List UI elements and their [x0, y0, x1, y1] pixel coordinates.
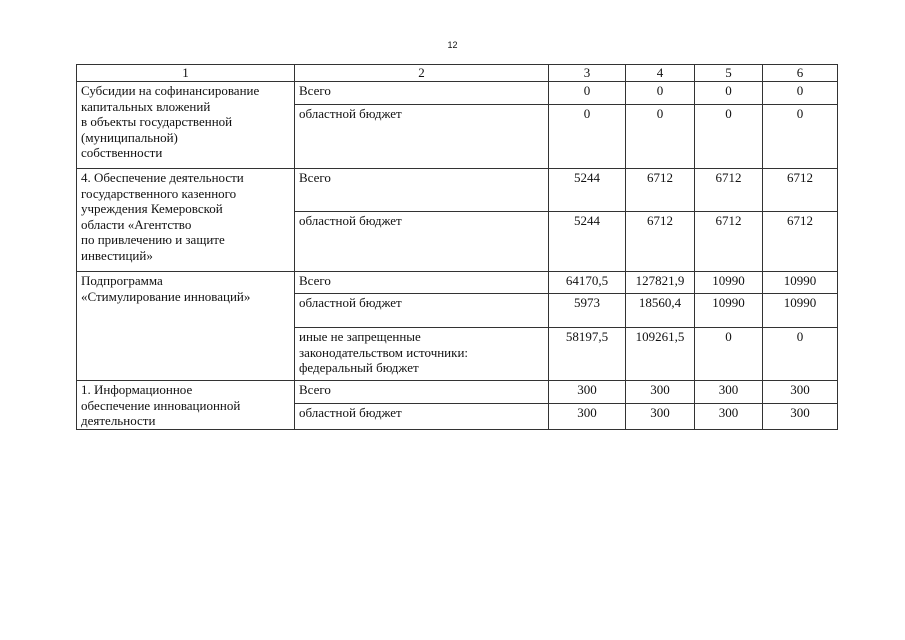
value-cell: 0 — [626, 82, 695, 105]
value-cell: 300 — [549, 381, 626, 404]
value-cell: 0 — [695, 328, 763, 381]
table-row — [77, 381, 838, 404]
funding-source-cell: Всего — [295, 82, 549, 105]
funding-source-cell: областной бюджет — [295, 294, 549, 328]
program-name-cell: Субсидии на софинансирование капитальных вложений в объекты государственной (муниципальной) собственности — [77, 82, 295, 169]
program-name-cell: 1. Информационное обеспечение инновационной деятельности — [77, 381, 295, 430]
table-row — [77, 82, 838, 105]
funding-source-cell: областной бюджет — [295, 212, 549, 272]
header-cell: 2 — [295, 65, 549, 82]
value-cell: 58197,5 — [549, 328, 626, 381]
value-cell: 0 — [549, 82, 626, 105]
table-header-row — [77, 65, 838, 82]
program-name-cell: Подпрограмма «Стимулирование инноваций» — [77, 272, 295, 381]
value-cell: 6712 — [763, 169, 838, 212]
value-cell: 0 — [763, 82, 838, 105]
value-cell: 0 — [695, 105, 763, 169]
funding-source-cell: областной бюджет — [295, 105, 549, 169]
table-row — [77, 169, 838, 212]
table-row — [77, 272, 838, 294]
value-cell: 300 — [763, 404, 838, 429]
value-cell: 300 — [626, 404, 695, 429]
value-cell: 0 — [626, 105, 695, 169]
header-cell: 1 — [77, 65, 295, 82]
value-cell: 109261,5 — [626, 328, 695, 381]
page-number: 12 — [447, 40, 458, 50]
value-cell: 10990 — [763, 272, 838, 294]
value-cell: 300 — [549, 404, 626, 429]
value-cell: 300 — [626, 381, 695, 404]
value-cell: 6712 — [695, 169, 763, 212]
header-cell: 4 — [626, 65, 695, 82]
funding-source-cell: иные не запрещенные законодательством источники: федеральный бюджет — [295, 328, 549, 381]
header-cell: 6 — [763, 65, 838, 82]
value-cell: 6712 — [626, 212, 695, 272]
value-cell: 0 — [763, 328, 838, 381]
value-cell: 6712 — [626, 169, 695, 212]
value-cell: 6712 — [695, 212, 763, 272]
value-cell: 10990 — [763, 294, 838, 328]
value-cell: 5244 — [549, 212, 626, 272]
value-cell: 5973 — [549, 294, 626, 328]
value-cell: 6712 — [763, 212, 838, 272]
funding-source-cell: Всего — [295, 169, 549, 212]
value-cell: 18560,4 — [626, 294, 695, 328]
value-cell: 10990 — [695, 294, 763, 328]
value-cell: 0 — [763, 105, 838, 169]
header-cell: 3 — [549, 65, 626, 82]
value-cell: 300 — [695, 381, 763, 404]
program-name-cell: 4. Обеспечение деятельности государственного казенного учреждения Кемеровской области «Агентство по привлечению и защите инвестиций» — [77, 169, 295, 272]
budget-table — [76, 64, 838, 430]
value-cell: 10990 — [695, 272, 763, 294]
value-cell: 0 — [695, 82, 763, 105]
header-cell: 5 — [695, 65, 763, 82]
value-cell: 300 — [763, 381, 838, 404]
funding-source-cell: Всего — [295, 272, 549, 294]
value-cell: 300 — [695, 404, 763, 429]
value-cell: 0 — [549, 105, 626, 169]
funding-source-cell: Всего — [295, 381, 549, 404]
value-cell: 5244 — [549, 169, 626, 212]
value-cell: 127821,9 — [626, 272, 695, 294]
value-cell: 64170,5 — [549, 272, 626, 294]
funding-source-cell: областной бюджет — [295, 404, 549, 429]
